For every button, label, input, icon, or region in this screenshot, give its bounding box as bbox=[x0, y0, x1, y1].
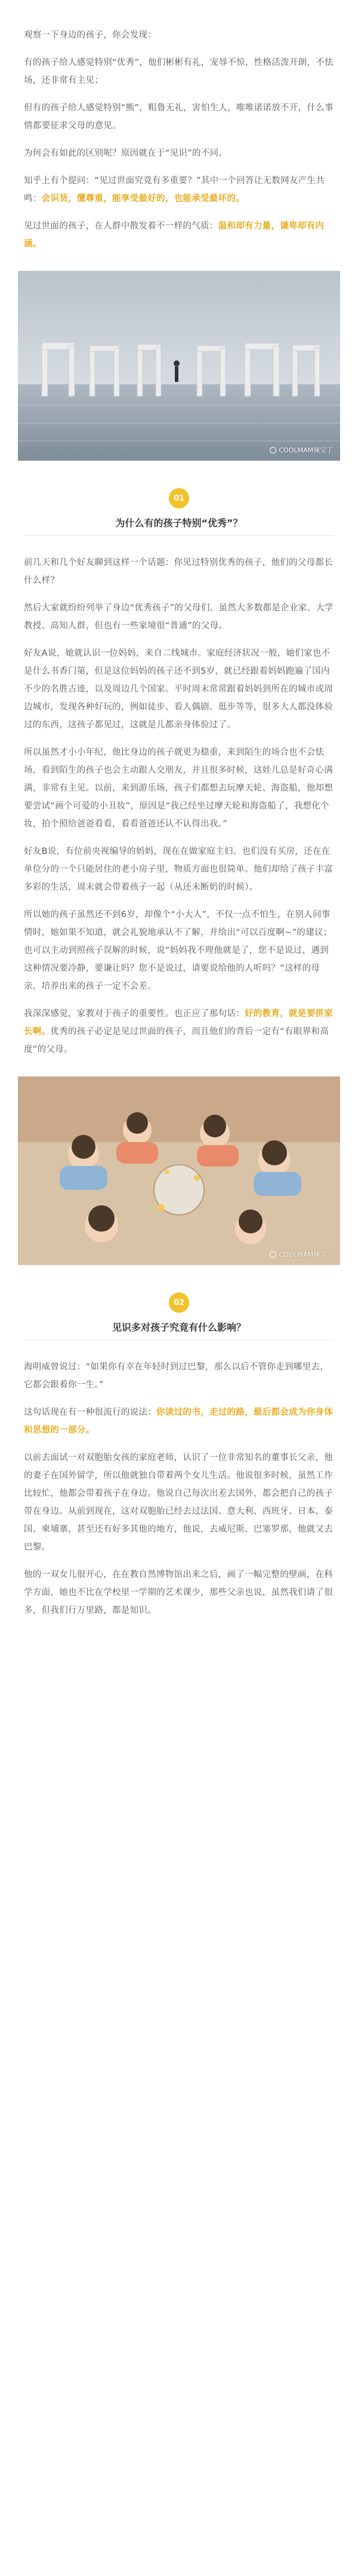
section-2-header bbox=[0, 1292, 358, 1340]
section-2-title: 见识多对孩子究竟有什么影响？ bbox=[112, 1322, 246, 1333]
intro-p4: 为何会有如此的区别呢？原因就在于“见识”的不同。 bbox=[24, 149, 228, 158]
section-1-p4: 所以虽然才小小年纪，他比身边的孩子就更为稳重，来到陌生的场合也不会怯场，看到陌生的孩子也会主动跟人交朋友，并且很多时候，这娃儿总是好奇心满满，非常有主见。以前，来到游乐场，孩子们都想去玩摩天轮、海盗船，他却想要尝试“画个可爱的小丑妆”，原因是“我已经坐过摩天轮和海盗船了，我想化个妆，拍个照给爸爸看看，看看爸爸还认不认得出我。” bbox=[24, 748, 333, 829]
section-1-title: 为什么有的孩子特别“优秀”？ bbox=[115, 517, 243, 529]
section-2-p2-text: 这句话现在有一种很流行的说法： bbox=[24, 1408, 156, 1417]
section-1-p7 bbox=[0, 1005, 358, 1059]
section-2-p1: 海明威曾说过：“如果你有幸在年轻时到过巴黎，那么以后不管你走到哪里去，它都会跟着你一生。” bbox=[24, 1362, 329, 1390]
intro-p1: 观察一下身边的孩子，你会发现： bbox=[24, 30, 156, 40]
photo-2-art bbox=[18, 1076, 340, 1265]
section-2-p2-highlight: 你读过的书，走过的路，最后都会成为你身体和思想的一部分。 bbox=[24, 1408, 333, 1435]
section-1-p7-text: 我深深感觉，家教对于孩子的重要性。也正应了那句话： bbox=[24, 1009, 245, 1019]
section-1-number-badge: 01 bbox=[169, 488, 189, 508]
section-2-p4: 他的一双女儿很开心，在在教自然博物馆出来之后，画了一幅完整的壁画，在科学方面，她也不比在学校里一学期的艺术课少，那些父亲也说，虽然我们请了很多，但我们行万里路，都是知识。 bbox=[24, 1570, 333, 1615]
photo-2-watermark bbox=[270, 1250, 333, 1259]
watermark-logo-icon bbox=[270, 447, 276, 454]
article-photo-1 bbox=[18, 271, 340, 461]
section-2-p3: 以前去面试一对双胞胎女孩的家庭老师，认识了一位非常知名的董事长父亲，他的妻子在国外留学，所以他就独自带着两个女儿生活。他说很多时候，虽然工作比较忙，他都会带着孩子在身边。他说自己每次出差去国外，都会把自己的孩子带在身边。从前到现在，这对双胞胎已经去过法国、意大利、西班牙、日本、泰国、柬埔寨，甚至还有好多其他的地方，他说，去威尼斯、巴塞罗那，他就又去巴黎。 bbox=[24, 1453, 333, 1552]
intro-p6-highlight: 温和却有力量，谦卑却有内涵。 bbox=[24, 221, 325, 249]
intro-p5 bbox=[0, 172, 358, 208]
intro-p5-text: 知乎上有个提问：“见过世面究竟有多重要？”其中一个回答让无数网友产生共鸣： bbox=[24, 176, 325, 203]
section-1-p7-tail: 优秀的孩子必定是见过世面的孩子，而且他们的背后一定有“有眼界和高度”的父母。 bbox=[24, 1027, 329, 1054]
section-2-number-badge: 02 bbox=[169, 1292, 189, 1313]
intro-p6-text: 见过世面的孩子，在人群中散发着不一样的气质： bbox=[24, 221, 218, 231]
photo-1-watermark-text: COOLMAM辣宝了 bbox=[279, 446, 333, 454]
intro-p2: 有的孩子给人感觉特别“优秀”，他们彬彬有礼，宠辱不惊，性格活泼开朗，不怯场，还非常有主见； bbox=[24, 58, 334, 85]
intro-p6 bbox=[0, 217, 358, 253]
intro-p5-highlight: 会识货，懂尊重，能享受最好的，也能承受最坏的。 bbox=[41, 194, 245, 203]
section-1-p3: 好友A说，她就认识一位妈妈，来自二线城市。家庭经济状况一般，她们家也不是什么书香门第，但是这位妈妈的孩子还不到5岁，就已经跟着妈妈跑遍了国内不少的名胜古迹，以及周边几个国家。平时周末常常跟着妈妈到所在的城市或周边城市，发现各种好玩的，例如徒步、看人偶剧、逛步等等，很多大人都没体验过的东西，这孩子都见过，这就是儿都亲身体验过了。 bbox=[24, 649, 333, 730]
section-1-header bbox=[0, 488, 358, 536]
intro-p3: 但有的孩子给人感觉特别“熊”，粗鲁无礼，害怕生人，唯唯诺诺放不开，什么事情都要征求父母的意见。 bbox=[24, 103, 334, 131]
photo-1-watermark bbox=[270, 445, 333, 455]
section-1-p1: 前几天和几个好友聊到这样一个话题：你见过特别优秀的孩子，他们的父母都长什么样？ bbox=[24, 558, 333, 585]
photo-1-art bbox=[18, 271, 340, 461]
section-1-p2: 然后大家就纷纷列举了身边“优秀孩子”的父母们。虽然大多数都是企业家、大学教授、高知人群，但也有一些家境很“普通”的父母。 bbox=[24, 603, 334, 631]
article-photo-2 bbox=[18, 1076, 340, 1265]
watermark-logo-icon bbox=[270, 1251, 276, 1258]
photo-2-watermark-text: COOLMAM辣宝了 bbox=[279, 1251, 333, 1258]
section-1-p5: 好友B说，有位前央视编导的妈妈，现在在做家庭主妇。也们没有买房，还在在单位分的一个只能居住的老小房子里，物质方面也很简单。他们却给了孩子丰富多彩的生活，周末就会带着孩子一起（从还未断奶的时候）。 bbox=[24, 847, 333, 892]
section-2-p2 bbox=[0, 1403, 358, 1439]
section-1-p7-highlight: 好的教育，就是要拼家长啊。 bbox=[24, 1009, 333, 1036]
section-1-p6: 所以她的孩子虽然还不到6岁，却像个“小大人”，不仅一点不怕生，在别人问事情时，她如果不知道，就会礼貌地承认不了解，并给出“可以百度啊~”的建议；也可以主动到照孩子误解的时候，说“妈妈我不理他就是了，您不是说过，遇到这种情况要冷静，要谦让吗？您不是说过，请要说给他的人听吗？”这样的母亲，培养出来的孩子一定不会差。 bbox=[24, 910, 332, 991]
